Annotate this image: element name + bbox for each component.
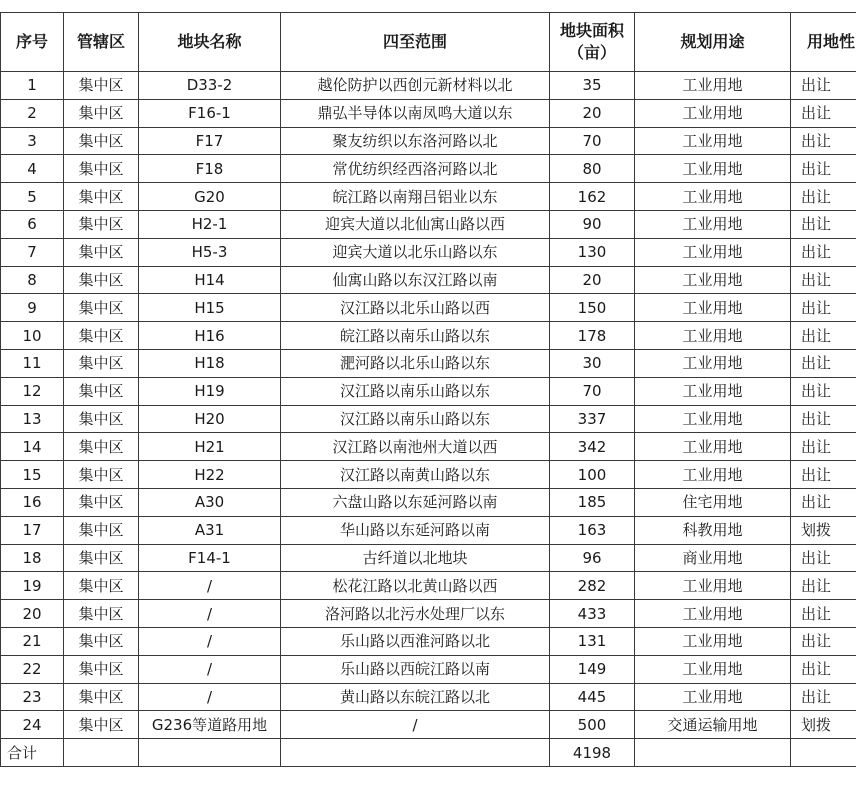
cell-area: 70 [550,377,635,405]
cell-land-nature: 出让 [791,349,856,377]
cell-serial: 4 [1,155,64,183]
table-row [1,711,856,739]
cell-area: 35 [550,72,635,100]
cell-boundary: 聚友纺织以东洛河路以北 [281,127,550,155]
cell-boundary: 洛河路以北污水处理厂以东 [281,600,550,628]
cell-district: 集中区 [64,461,139,489]
total-area: 4198 [550,739,635,767]
total-empty-cell [64,739,139,767]
cell-parcel-name: A31 [139,516,281,544]
table-row [1,627,856,655]
cell-serial: 6 [1,210,64,238]
cell-planned-use: 工业用地 [635,572,791,600]
cell-planned-use: 工业用地 [635,210,791,238]
cell-land-nature: 出让 [791,544,856,572]
cell-land-nature: 出让 [791,572,856,600]
cell-district: 集中区 [64,572,139,600]
cell-district: 集中区 [64,627,139,655]
cell-serial: 19 [1,572,64,600]
cell-serial: 3 [1,127,64,155]
cell-land-nature: 出让 [791,683,856,711]
cell-area: 20 [550,266,635,294]
cell-land-nature: 出让 [791,72,856,100]
cell-district: 集中区 [64,600,139,628]
cell-boundary: 仙寓山路以东汉江路以南 [281,266,550,294]
cell-land-nature: 出让 [791,600,856,628]
cell-boundary: 乐山路以西淮河路以北 [281,627,550,655]
cell-land-nature: 出让 [791,238,856,266]
cell-land-nature: 出让 [791,488,856,516]
cell-boundary: 黄山路以东皖江路以北 [281,683,550,711]
cell-boundary: / [281,711,550,739]
cell-district: 集中区 [64,127,139,155]
cell-boundary: 迎宾大道以北乐山路以东 [281,238,550,266]
cell-parcel-name: F16-1 [139,99,281,127]
cell-land-nature: 出让 [791,377,856,405]
cell-serial: 22 [1,655,64,683]
table-header-row [1,13,856,72]
cell-planned-use: 工业用地 [635,377,791,405]
cell-boundary: 皖江路以南乐山路以东 [281,322,550,350]
cell-serial: 21 [1,627,64,655]
cell-district: 集中区 [64,183,139,211]
table-row [1,294,856,322]
cell-land-nature: 出让 [791,655,856,683]
cell-area: 433 [550,600,635,628]
table-row [1,461,856,489]
cell-land-nature: 出让 [791,322,856,350]
cell-planned-use: 工业用地 [635,655,791,683]
cell-district: 集中区 [64,488,139,516]
cell-boundary: 淝河路以北乐山路以东 [281,349,550,377]
cell-planned-use: 工业用地 [635,127,791,155]
cell-area: 130 [550,238,635,266]
cell-planned-use: 工业用地 [635,183,791,211]
cell-area: 96 [550,544,635,572]
cell-boundary: 迎宾大道以北仙寓山路以西 [281,210,550,238]
cell-serial: 1 [1,72,64,100]
table-row [1,572,856,600]
table-row [1,99,856,127]
cell-area: 163 [550,516,635,544]
cell-area: 337 [550,405,635,433]
cell-planned-use: 工业用地 [635,266,791,294]
cell-parcel-name: H15 [139,294,281,322]
cell-planned-use: 工业用地 [635,461,791,489]
cell-planned-use: 工业用地 [635,405,791,433]
table-row [1,349,856,377]
cell-district: 集中区 [64,72,139,100]
cell-land-nature: 出让 [791,127,856,155]
cell-planned-use: 工业用地 [635,294,791,322]
table-row [1,600,856,628]
cell-area: 185 [550,488,635,516]
cell-boundary: 越伦防护以西创元新材料以北 [281,72,550,100]
cell-boundary: 汉江路以南池州大道以西 [281,433,550,461]
cell-district: 集中区 [64,322,139,350]
land-table-container [0,12,856,772]
cell-area: 342 [550,433,635,461]
header-area-line1: 地块面积 [559,21,624,40]
table-row [1,155,856,183]
cell-parcel-name: H5-3 [139,238,281,266]
cell-parcel-name: H2-1 [139,210,281,238]
cell-district: 集中区 [64,377,139,405]
cell-planned-use: 科教用地 [635,516,791,544]
cell-parcel-name: / [139,655,281,683]
cell-planned-use: 工业用地 [635,155,791,183]
cell-serial: 5 [1,183,64,211]
cell-land-nature: 出让 [791,155,856,183]
cell-parcel-name: H18 [139,349,281,377]
cell-planned-use: 交通运输用地 [635,711,791,739]
table-row [1,127,856,155]
header-area [550,13,635,72]
cell-serial: 12 [1,377,64,405]
cell-parcel-name: H16 [139,322,281,350]
header-district: 管辖区 [64,13,139,72]
header-serial: 序号 [1,13,64,72]
cell-planned-use: 工业用地 [635,349,791,377]
table-row [1,238,856,266]
cell-serial: 10 [1,322,64,350]
cell-parcel-name: / [139,627,281,655]
cell-parcel-name: H21 [139,433,281,461]
header-planned-use: 规划用途 [635,13,791,72]
cell-land-nature: 出让 [791,433,856,461]
table-row [1,655,856,683]
cell-planned-use: 住宅用地 [635,488,791,516]
cell-area: 90 [550,210,635,238]
cell-area: 70 [550,127,635,155]
total-row [1,739,856,767]
cell-area: 445 [550,683,635,711]
table-row [1,377,856,405]
cell-planned-use: 工业用地 [635,683,791,711]
cell-boundary: 汉江路以南乐山路以东 [281,405,550,433]
cell-planned-use: 工业用地 [635,600,791,628]
cell-parcel-name: D33-2 [139,72,281,100]
cell-area: 500 [550,711,635,739]
cell-parcel-name: A30 [139,488,281,516]
cell-parcel-name: / [139,572,281,600]
cell-land-nature: 出让 [791,627,856,655]
cell-planned-use: 工业用地 [635,433,791,461]
cell-parcel-name: H20 [139,405,281,433]
cell-boundary: 汉江路以南乐山路以东 [281,377,550,405]
cell-serial: 7 [1,238,64,266]
cell-boundary: 汉江路以北乐山路以西 [281,294,550,322]
cell-district: 集中区 [64,294,139,322]
cell-land-nature: 出让 [791,266,856,294]
cell-area: 282 [550,572,635,600]
cell-serial: 16 [1,488,64,516]
cell-area: 178 [550,322,635,350]
cell-district: 集中区 [64,405,139,433]
cell-serial: 17 [1,516,64,544]
cell-parcel-name: F14-1 [139,544,281,572]
cell-planned-use: 商业用地 [635,544,791,572]
cell-boundary: 乐山路以西皖江路以南 [281,655,550,683]
cell-land-nature: 出让 [791,461,856,489]
table-row [1,683,856,711]
cell-land-nature: 出让 [791,99,856,127]
cell-area: 149 [550,655,635,683]
header-parcel-name: 地块名称 [139,13,281,72]
cell-land-nature: 出让 [791,210,856,238]
table-row [1,433,856,461]
table-row [1,72,856,100]
table-row [1,322,856,350]
table-row [1,488,856,516]
cell-serial: 15 [1,461,64,489]
cell-serial: 11 [1,349,64,377]
cell-boundary: 皖江路以南翔吕铝业以东 [281,183,550,211]
cell-boundary: 六盘山路以东延河路以南 [281,488,550,516]
cell-parcel-name: H22 [139,461,281,489]
cell-planned-use: 工业用地 [635,72,791,100]
header-area-line2: （亩） [567,43,616,62]
cell-land-nature: 划拨 [791,516,856,544]
cell-boundary: 鼎弘半导体以南凤鸣大道以东 [281,99,550,127]
cell-area: 100 [550,461,635,489]
total-empty-cell [791,739,856,767]
total-empty-cell [635,739,791,767]
header-boundary: 四至范围 [281,13,550,72]
cell-area: 131 [550,627,635,655]
cell-district: 集中区 [64,238,139,266]
cell-planned-use: 工业用地 [635,238,791,266]
cell-district: 集中区 [64,155,139,183]
cell-planned-use: 工业用地 [635,627,791,655]
total-label: 合计 [1,739,64,767]
cell-land-nature: 划拨 [791,711,856,739]
cell-district: 集中区 [64,99,139,127]
table-body [1,72,856,767]
cell-serial: 9 [1,294,64,322]
table-row [1,183,856,211]
cell-serial: 18 [1,544,64,572]
table-row [1,266,856,294]
cell-boundary: 华山路以东延河路以南 [281,516,550,544]
cell-serial: 8 [1,266,64,294]
cell-parcel-name: H19 [139,377,281,405]
table-row [1,210,856,238]
cell-land-nature: 出让 [791,294,856,322]
cell-district: 集中区 [64,516,139,544]
cell-land-nature: 出让 [791,183,856,211]
cell-boundary: 常优纺织经西洛河路以北 [281,155,550,183]
cell-area: 30 [550,349,635,377]
cell-parcel-name: G20 [139,183,281,211]
cell-district: 集中区 [64,711,139,739]
cell-parcel-name: H14 [139,266,281,294]
total-empty-cell [139,739,281,767]
land-parcel-table [0,12,856,767]
cell-planned-use: 工业用地 [635,322,791,350]
cell-serial: 2 [1,99,64,127]
cell-district: 集中区 [64,544,139,572]
cell-serial: 13 [1,405,64,433]
cell-district: 集中区 [64,266,139,294]
cell-district: 集中区 [64,683,139,711]
cell-serial: 24 [1,711,64,739]
cell-land-nature: 出让 [791,405,856,433]
cell-boundary: 古纤道以北地块 [281,544,550,572]
cell-parcel-name: F18 [139,155,281,183]
cell-district: 集中区 [64,655,139,683]
cell-area: 80 [550,155,635,183]
cell-district: 集中区 [64,210,139,238]
cell-boundary: 松花江路以北黄山路以西 [281,572,550,600]
cell-district: 集中区 [64,349,139,377]
cell-serial: 20 [1,600,64,628]
cell-parcel-name: / [139,683,281,711]
cell-district: 集中区 [64,433,139,461]
cell-serial: 14 [1,433,64,461]
header-land-nature: 用地性 [791,13,856,72]
cell-boundary: 汉江路以南黄山路以东 [281,461,550,489]
total-empty-cell [281,739,550,767]
table-row [1,405,856,433]
cell-serial: 23 [1,683,64,711]
cell-planned-use: 工业用地 [635,99,791,127]
cell-area: 150 [550,294,635,322]
table-row [1,544,856,572]
cell-parcel-name: / [139,600,281,628]
cell-area: 162 [550,183,635,211]
cell-area: 20 [550,99,635,127]
cell-parcel-name: G236等道路用地 [139,711,281,739]
cell-parcel-name: F17 [139,127,281,155]
table-row [1,516,856,544]
